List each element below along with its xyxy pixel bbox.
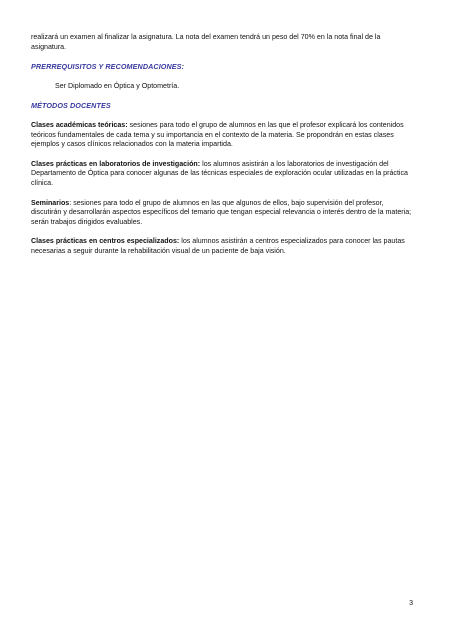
- method-seminars: [31, 199, 412, 228]
- method-text: sesiones para todo el grupo de alumnos en las que el profesor explicará los contenidos teóricos fundamentales de cada tema y su importancia en el contexto de la materia. Se propondrán en estas clases ejemplos y casos clínicos relacionados con la materia impartida.: [31, 120, 404, 149]
- method-label: Clases prácticas en centros especializados:: [31, 237, 180, 246]
- method-text: los alumnos asistirán a los laboratorios de investigación del Departamento de Óptica para conocer algunas de las técnicas especiales de exploración ocular utilizadas en la práctica clínica.: [31, 159, 408, 187]
- page-number: 3: [409, 600, 413, 607]
- teaching-methods-heading: MÉTODOS DOCENTES: [31, 101, 111, 111]
- method-label: Clases académicas teóricas:: [31, 120, 128, 129]
- method-text: los alumnos asistirán a centros especializados para conocer las pautas necesarias a seguir durante la rehabilitación visual de un paciente de baja visión.: [31, 237, 405, 255]
- method-label: Seminarios: [31, 198, 70, 207]
- prerequisites-heading: PRERREQUISITOS Y RECOMENDACIONES:: [31, 62, 185, 72]
- intro-paragraph: realizará un examen al finalizar la asignatura. La nota del examen tendrá un peso del 70% en la nota final de la asignatura.: [31, 33, 381, 51]
- method-theory-classes: [31, 121, 412, 150]
- method-specialized-centers: [31, 237, 412, 256]
- method-lab-classes: [31, 160, 412, 189]
- method-label: Clases prácticas en laboratorios de investigación:: [31, 159, 201, 168]
- method-text: : sesiones para todo el grupo de alumnos en las que algunos de ellos, bajo supervisión del profesor, discutirán y desarrollarán aspectos específicos del temario que tengan especial relevancia o interés dentro de la materia; serán trabajos dirigidos evaluables.: [31, 198, 412, 226]
- prerequisites-text: Ser Diplomado en Óptica y Optometría.: [55, 81, 180, 90]
